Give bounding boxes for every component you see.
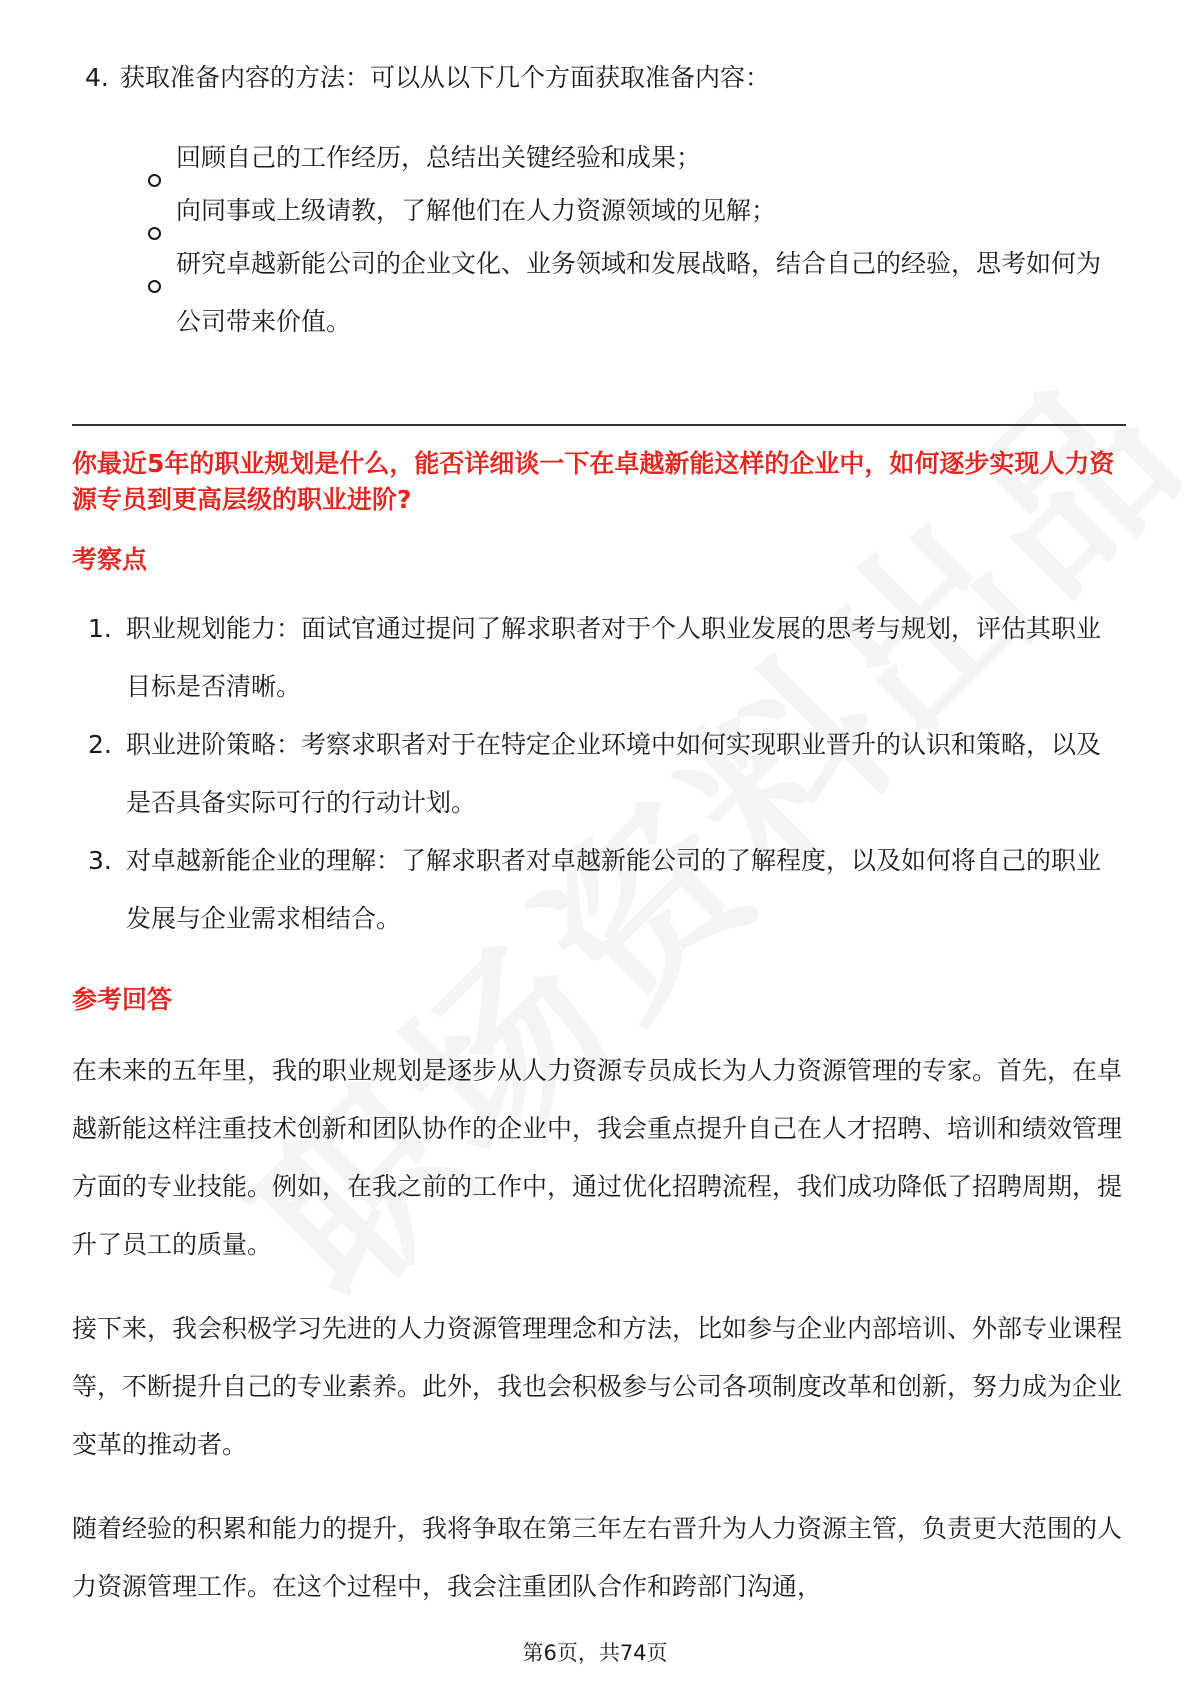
- bullet-text: 回顾自己的工作经历，总结出关键经验和成果；: [176, 143, 702, 172]
- item-text: 对卓越新能企业的理解：了解求职者对卓越新能公司的了解程度，以及如何将自己的职业发展与企业需求相结合。: [126, 846, 1102, 933]
- bullet-text: 向同事或上级请教，了解他们在人力资源领域的见解；: [176, 196, 777, 225]
- answer-paragraph: 接下来，我会积极学习先进的人力资源管理理念和方法，比如参与企业内部培训、外部专业课程等，不断提升自己的专业素养。此外，我也会积极参与公司各项制度改革和创新，努力成为企业变革的推动者。: [72, 1314, 1123, 1459]
- question-title: 你最近5年的职业规划是什么，能否详细谈一下在卓越新能这样的企业中，如何逐步实现人力资源专员到更高层级的职业进阶?: [72, 449, 1115, 514]
- bullet-text: 研究卓越新能公司的企业文化、业务领域和发展战略，结合自己的经验，思考如何为公司带来价值。: [176, 249, 1102, 336]
- item-number: 3.: [88, 846, 112, 875]
- answer-paragraph: 随着经验的积累和能力的提升，我将争取在第三年左右晋升为人力资源主管，负责更大范围的人力资源管理工作。在这个过程中，我会注重团队合作和跨部门沟通，: [72, 1514, 1123, 1601]
- item-text: 职业进阶策略：考察求职者对于在特定企业环境中如何实现职业晋升的认识和策略，以及是否具备实际可行的行动计划。: [126, 730, 1102, 817]
- reference-answer-heading: 参考回答: [72, 985, 173, 1014]
- bullet-icon: [148, 174, 161, 187]
- item-number: 4.: [85, 63, 109, 92]
- item-number: 2.: [88, 730, 112, 759]
- exam-points-heading: 考察点: [72, 545, 148, 574]
- item-number: 1.: [88, 614, 112, 643]
- bullet-icon: [148, 227, 161, 240]
- bullet-icon: [148, 280, 161, 293]
- page-number: 第6页，共74页: [522, 1641, 668, 1665]
- item-text: 获取准备内容的方法：可以从以下几个方面获取准备内容：: [120, 63, 771, 92]
- item-text: 职业规划能力：面试官通过提问了解求职者对于个人职业发展的思考与规划，评估其职业目标是否清晰。: [126, 614, 1102, 701]
- section-divider: [72, 424, 1126, 426]
- answer-paragraph: 在未来的五年里，我的职业规划是逐步从人力资源专员成长为人力资源管理的专家。首先，在卓越新能这样注重技术创新和团队协作的企业中，我会重点提升自己在人才招聘、培训和绩效管理方面的专业技能。例如，在我之前的工作中，通过优化招聘流程，我们成功降低了招聘周期，提升了员工的质量。: [72, 1056, 1123, 1259]
